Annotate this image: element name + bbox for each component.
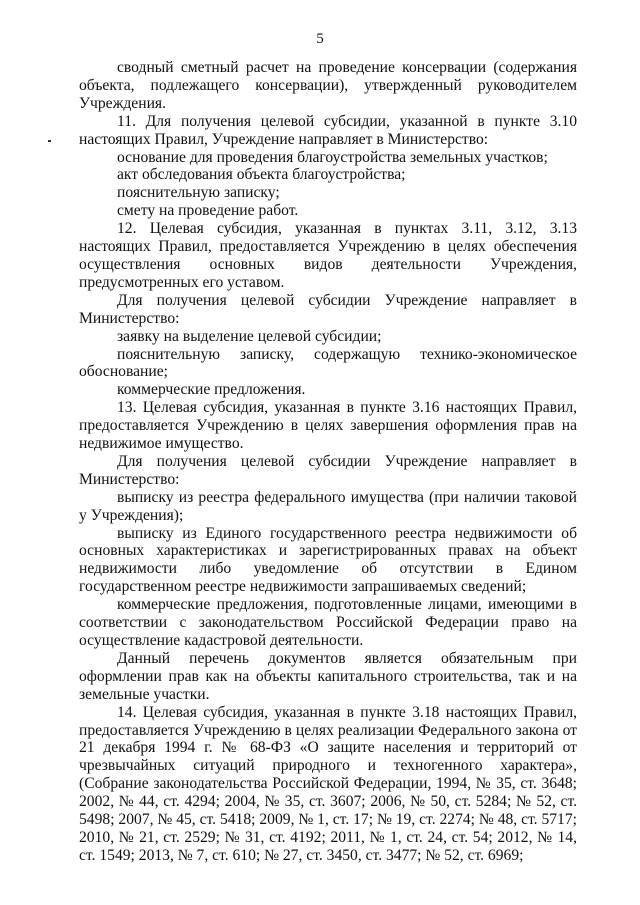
document-body (79, 59, 577, 865)
paragraph: 11. Для получения целевой субсидии, указанной в пункте 3.10 настоящих Правил, Учреждение направляет в Министерство: (79, 112, 577, 148)
paragraph: 12. Целевая субсидия, указанная в пунктах 3.11, 3.12, 3.13 настоящих Правил, предоставляется Учреждению в целях обеспечения осуществления основных видов деятельности Учреждения, предусмотренных его уставом. (79, 220, 577, 291)
paragraph: Данный перечень документов является обязательным при оформлении прав как на объекты капитального строительства, так и на земельные участки. (79, 649, 577, 703)
paragraph: 13. Целевая субсидия, указанная в пункте 3.16 настоящих Правил, предоставляется Учреждению в целях завершения оформления прав на недвижимое имущество. (79, 399, 577, 453)
paragraph: коммерческие предложения. (117, 381, 306, 399)
paragraph: пояснительную записку; (117, 184, 280, 202)
paragraph: основание для проведения благоустройства земельных участков; (117, 148, 548, 166)
paragraph: заявку на выделение целевой субсидии; (117, 327, 382, 345)
paragraph: выписку из реестра федерального имущества (при наличии таковой у Учреждения); (79, 488, 577, 524)
margin-mark (48, 140, 51, 142)
paragraph: 14. Целевая субсидия, указанная в пункте 3.18 настоящих Правил, предоставляется Учреждению в целях реализации Федерального закона от 21 декабря 1994 г. № 68-ФЗ «О защите населения и территорий от чрезвычайных ситуаций природного и техногенного характера», (Собрание законодательства Российской Федерации, 1994, № 35, ст. 3648; 2002, № 44, ст. 4294; 2004, № 35, ст. 3607; 2006, № 50, ст. 5284; № 52, ст. 5498; 2007, № 45, ст. 5418; 2009, № 1, ст. 17; № 19, ст. 2274; № 48, ст. 5717; 2010, № 21, ст. 2529; № 31, ст. 4192; 2011, № 1, ст. 24, ст. 54; 2012, № 14, ст. 1549; 2013, № 7, ст. 610; № 27, ст. 3450, ст. 3477; № 52, ст. 6969; (79, 703, 577, 864)
paragraph: пояснительную записку, содержащую технико-экономическое обоснование; (79, 345, 577, 381)
paragraph: выписку из Единого государственного реестра недвижимости об основных характеристиках и зарегистрированных правах на объект недвижимости либо уведомление об отсутствии в Едином государственном реестре недвижимости запрашиваемых сведений; (79, 524, 577, 596)
paragraph: сводный сметный расчет на проведение консервации (содержания объекта, подлежащего консервации), утвержденный руководителем Учреждения. (79, 59, 577, 112)
paragraph: Для получения целевой субсидии Учреждение направляет в Министерство: (79, 291, 577, 327)
paragraph: смету на проведение работ. (117, 202, 299, 220)
paragraph: Для получения целевой субсидии Учреждение направляет в Министерство: (79, 452, 577, 488)
page-number: 5 (316, 31, 324, 47)
paragraph: коммерческие предложения, подготовленные лицами, имеющими в соответствии с законодательством Российской Федерации право на осуществление кадастровой деятельности. (79, 596, 577, 649)
paragraph: акт обследования объекта благоустройства; (117, 166, 406, 184)
